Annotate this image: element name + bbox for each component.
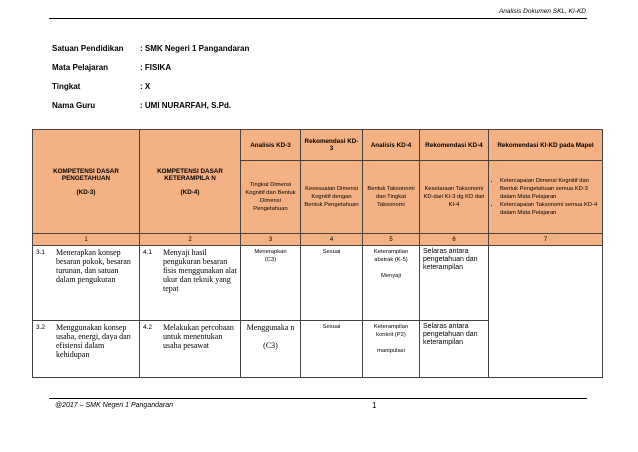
rekom-kd4-cell: Selaras antara pengetahuan dan keterampilan [420, 321, 489, 378]
column-number: 5 [363, 234, 420, 246]
column-number: 1 [33, 234, 140, 246]
analisis-kd4-cell [363, 246, 420, 321]
header-kd3-line2: PENGETAHUAN [61, 174, 111, 182]
info-label: Satuan Pendidikan [52, 44, 124, 53]
header-kd3 [33, 130, 140, 234]
kd4-text: Menyaji hasil pengukuran besaran fisis menggunakan alat ukur dan teknik yang tepat [163, 248, 237, 293]
analisis-kd3-verb: Menggunaka n [246, 323, 295, 332]
rekom-kd4-cell: Selaras antara pengetahuan dan keterampilan [420, 246, 489, 321]
kd4-text: Melakukan percobaan untuk menentukan usaha pesawat [163, 323, 234, 350]
kd3-text: Menerapkan konsep besaran pokok, besaran turunan, dan satuan dalam pengukuran [56, 248, 131, 284]
kd-analysis-table [32, 129, 603, 378]
sub-rekom-kd4: Kesetaraan Taksonomi KD-dari KI-3 dg KD dari KI-4 [420, 161, 489, 234]
header-kd3-line1: KOMPETENSI DASAR [53, 167, 119, 175]
header-kd4 [140, 130, 241, 234]
header-analisis-kd3: Analisis KD-3 [241, 130, 301, 161]
sub-analisis-kd4: Bentuk Taksonomi dan Tingkat Taksonomi [363, 161, 420, 234]
analisis-kd3-cell [241, 246, 301, 321]
analisis-kd3-level: (C3) [263, 341, 278, 350]
footer-divider [49, 398, 587, 399]
info-row-school [52, 44, 249, 63]
info-row-grade [52, 82, 249, 101]
header-rekom-kd3: Rekomendasi KD-3 [301, 130, 363, 161]
column-number: 4 [301, 234, 363, 246]
kd3-text: Menggunakan konsep usaha, energi, daya dan efisiensi dalam kehidupan [56, 323, 131, 359]
column-number: 2 [140, 234, 241, 246]
header-kd4-line3: (KD-4) [180, 188, 200, 196]
analisis-kd3-level: (C3) [264, 257, 277, 263]
column-number-row [33, 234, 603, 246]
analisis-kd4-type: Keterampilan konkrit (P2) [373, 324, 409, 338]
header-kd3-line3: (KD-3) [76, 188, 96, 196]
page-number: 1 [372, 401, 377, 410]
column-number: 7 [489, 234, 603, 246]
column-number: 6 [420, 234, 489, 246]
analisis-kd3-verb: Menerapkan [254, 249, 287, 255]
footer-text: @2017 – SMK Negeri 1 Pangandaran [55, 402, 174, 409]
kd3-code: 3.1 [36, 249, 46, 256]
kd4-cell [140, 246, 241, 321]
sub-rekom-kd3: Kesesuaian Dimensi Kognitif dengan Bentuk Pengetahuan [301, 161, 363, 234]
analisis-kd4-type: Keterampilan abstrak (K-5) [373, 249, 409, 263]
info-value: : FISIKA [140, 63, 172, 72]
analisis-kd4-verb: Menyaji [381, 273, 401, 279]
rekom-mapel-cell [489, 246, 603, 378]
info-label: Nama Guru [52, 101, 96, 110]
sub-analisis-kd3: Tingkat Dimensi Kognitif dan Bentuk Dimensi Pengetahuan [241, 161, 301, 234]
info-row-subject [52, 63, 249, 82]
kd3-code: 3.2 [36, 324, 46, 331]
info-label: Tingkat [52, 82, 81, 91]
info-value: : SMK Negeri 1 Pangandaran [140, 44, 250, 53]
table-header-row-1 [33, 130, 603, 161]
header-rekom-mapel: Rekomendasi KI-KD pada Mapel [489, 130, 603, 161]
kd4-code: 4.2 [143, 324, 153, 331]
info-value: : X [140, 82, 151, 91]
header-kd4-line1: KOMPETENSI DASAR [157, 167, 223, 175]
list-item: • Ketercapaian Taksonomi semua KD-4 dalam Mata Pelajaran [500, 201, 599, 217]
document-header-title: Analisis Dokumen SKL, KI-KD [498, 8, 586, 15]
table-row [33, 246, 603, 321]
analisis-kd3-cell [241, 321, 301, 378]
info-block [52, 44, 249, 120]
rekom-kd3-cell: Sesuai [301, 246, 363, 321]
kd4-cell [140, 321, 241, 378]
list-item: • Ketercapaian Dimensi Kognitif dan Bentuk Pengetahuan semua KD-3 dalam Mata Pelajaran [500, 177, 599, 201]
column-number: 3 [241, 234, 301, 246]
header-kd4-line2: KETERAMPILA N [164, 174, 216, 182]
header-rekom-kd4: Rekomendasi KD-4 [420, 130, 489, 161]
info-value: : UMI NURARFAH, S.Pd. [140, 101, 232, 110]
analisis-kd4-cell [363, 321, 420, 378]
mapel-criteria-list [492, 177, 599, 217]
info-label: Mata Pelajaran [52, 63, 109, 72]
kd3-cell [33, 246, 140, 321]
sub-rekom-mapel [489, 161, 603, 234]
header-divider [49, 18, 587, 19]
rekom-kd3-cell: Sesuai [301, 321, 363, 378]
analisis-kd4-verb: manipulasi [377, 348, 405, 354]
header-analisis-kd4: Analisis KD-4 [363, 130, 420, 161]
info-row-teacher [52, 101, 249, 120]
kd3-cell [33, 321, 140, 378]
kd4-code: 4.1 [143, 249, 153, 256]
